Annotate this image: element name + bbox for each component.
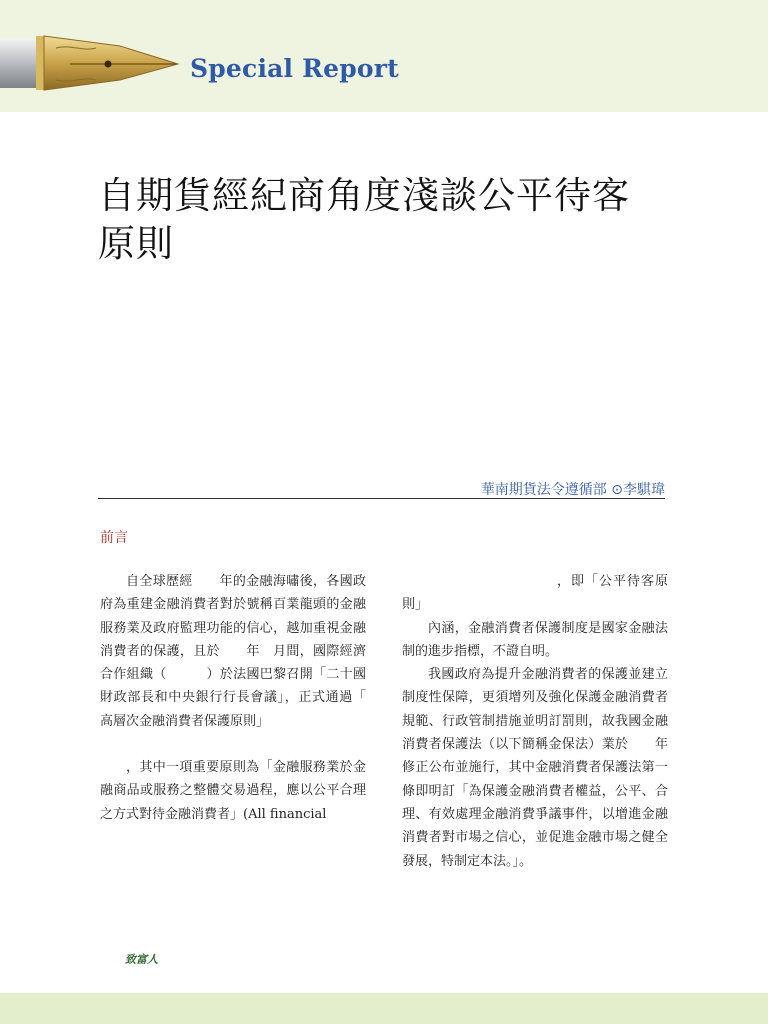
section-label: Special Report	[190, 54, 399, 83]
article-title: 自期貨經紀商角度淺談公平待客原則	[98, 174, 630, 265]
body-paragraph: 自全球歷經 年的金融海嘯後，各國政府為重建金融消費者對於號稱百業龍頭的金融服務業及政府監理功能的信心，越加重視金融消費者的保護，且於 年 月間，國際經濟合作組織（ ）於法國巴黎召開「二十國財政部長和中央銀行行長會議」，正式通過「 高層次金融消費者保護原則」	[100, 574, 393, 729]
author-byline: 華南期貨法令遵循部 ⊙李騏瑋	[480, 482, 665, 498]
body-column-right	[402, 570, 668, 873]
body-paragraph: 內涵，金融消費者保護制度是國家金融法制的進步指標，不證自明。	[402, 620, 668, 659]
title-divider	[98, 498, 665, 499]
body-paragraph: 我國政府為提升金融消費者的保護並建立制度性保障，更須增列及強化保護金融消費者規範、行政管制措施並明訂罰則，故我國金融消費者保護法（以下簡稱金保法）業於 年修正公布並施行，其中金融消費者保護法第一條即明訂「為保護金融消費者權益，公平、合理、有效處理金融消費爭議事件，以增進金融消費者對市場之信心，並促進金融市場之健全發展，特制定本法。」。	[402, 667, 668, 869]
section-heading: 前言	[100, 530, 128, 546]
body-paragraph: ，其中一項重要原則為「金融服務業於金融商品或服務之整體交易過程，應以公平合理之方式對待金融消費者」(All financial	[100, 760, 366, 822]
footer-logo: 致富人	[125, 953, 158, 966]
fountain-pen-icon	[0, 22, 190, 102]
footer-band	[0, 993, 768, 1024]
body-paragraph: ，即「公平待客原則」	[402, 574, 668, 613]
body-column-left	[100, 570, 393, 826]
